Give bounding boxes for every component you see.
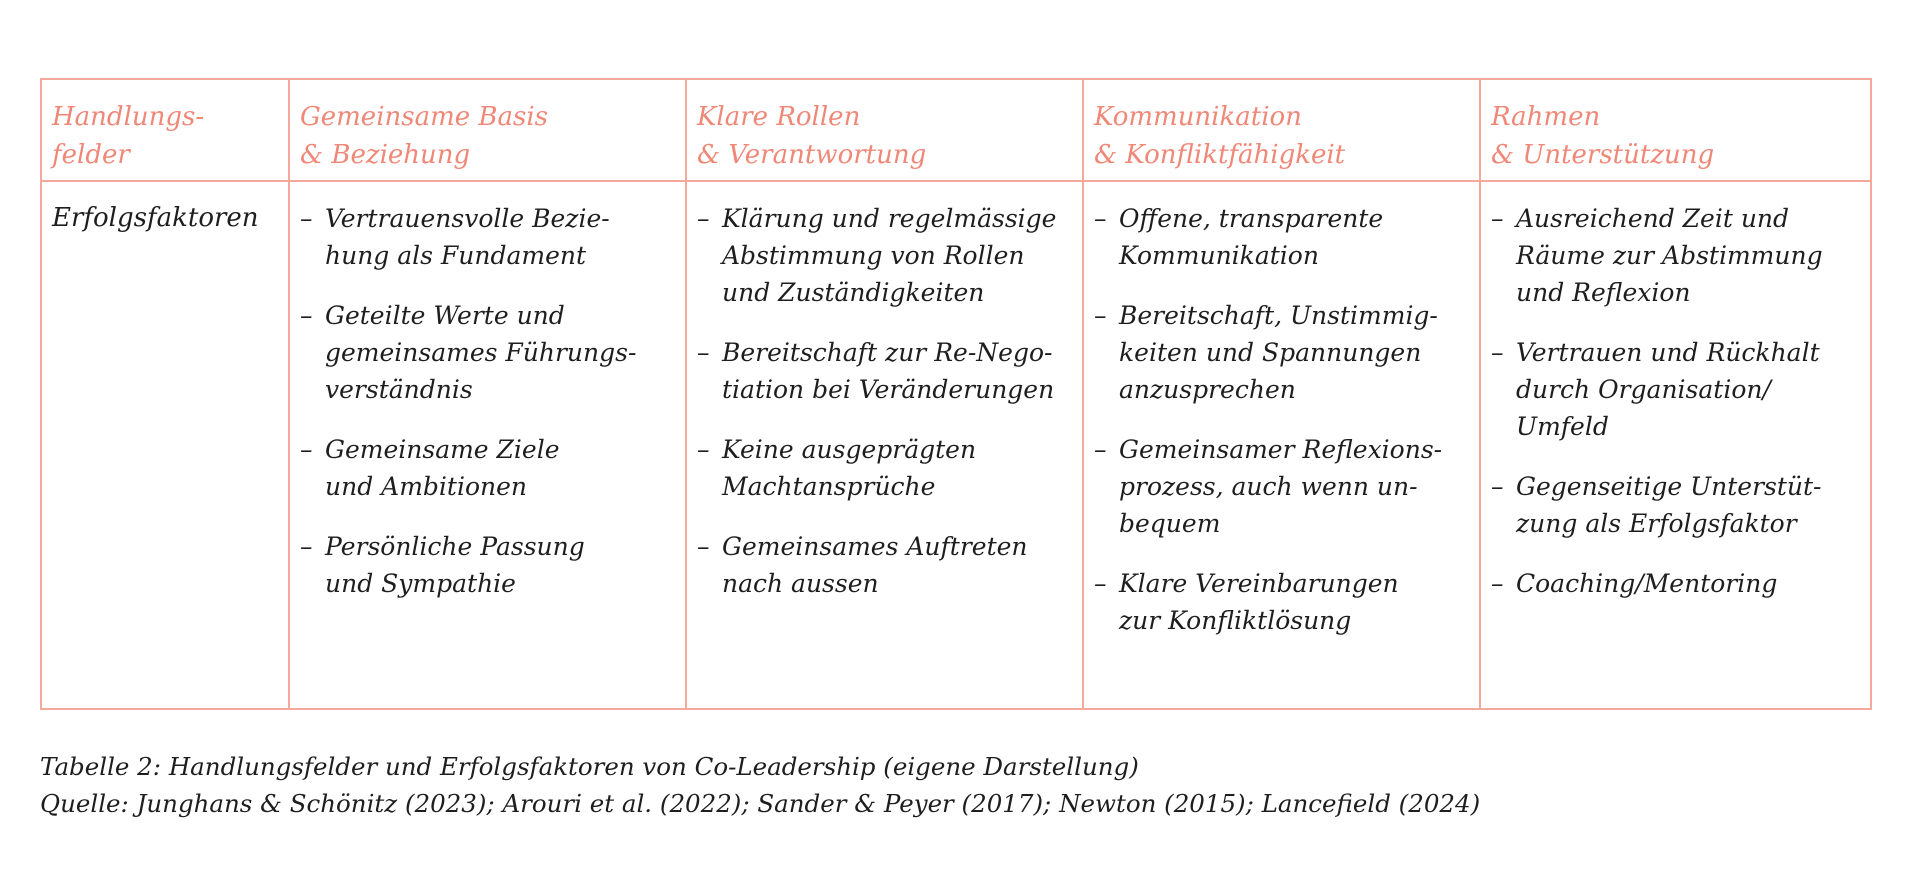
dash-bullet: – bbox=[1094, 204, 1107, 233]
item-text: Gegenseitige Unterstüt- zung als Erfolgsfaktor bbox=[1516, 472, 1822, 538]
list-item bbox=[697, 528, 1078, 602]
dash-bullet: – bbox=[300, 532, 313, 561]
factor-list bbox=[300, 200, 681, 625]
list-item bbox=[1094, 565, 1475, 639]
item-text: Vertrauen und Rückhalt durch Organisation/ Umfeld bbox=[1516, 338, 1820, 441]
caption-title: Tabelle 2: Handlungsfelder und Erfolgsfaktoren von Co-Leadership (eigene Darstellung) bbox=[40, 752, 1139, 781]
column-handlungsfelder bbox=[42, 80, 288, 708]
caption-source: Quelle: Junghans & Schönitz (2023); Arouri et al. (2022); Sander & Peyer (2017); Newton (2015); Lancefield (2024) bbox=[40, 789, 1481, 818]
dash-bullet: – bbox=[300, 435, 313, 464]
row-header-handlungsfelder: Handlungs- felder bbox=[52, 102, 205, 170]
column-gemeinsame-basis bbox=[288, 80, 685, 708]
item-text: Persönliche Passung und Sympathie bbox=[325, 532, 585, 598]
list-item bbox=[300, 200, 681, 274]
item-text: Coaching/Mentoring bbox=[1516, 569, 1778, 598]
dash-bullet: – bbox=[697, 204, 710, 233]
list-item bbox=[1094, 200, 1475, 274]
list-item bbox=[697, 200, 1078, 311]
list-item bbox=[1491, 200, 1866, 311]
column-header: Gemeinsame Basis & Beziehung bbox=[300, 102, 549, 170]
item-text: Bereitschaft zur Re-Nego- tiation bei Veränderungen bbox=[722, 338, 1055, 404]
dash-bullet: – bbox=[1491, 472, 1504, 501]
factor-list bbox=[1094, 200, 1475, 662]
item-text: Ausreichend Zeit und Räume zur Abstimmung und Reflexion bbox=[1516, 204, 1823, 307]
dash-bullet: – bbox=[697, 338, 710, 367]
dash-bullet: – bbox=[1491, 338, 1504, 367]
item-text: Gemeinsamer Reflexions- prozess, auch wenn un- bequem bbox=[1119, 435, 1443, 538]
dash-bullet: – bbox=[697, 435, 710, 464]
column-header: Rahmen & Unterstützung bbox=[1491, 102, 1715, 170]
item-text: Bereitschaft, Unstimmig- keiten und Spannungen anzusprechen bbox=[1119, 301, 1438, 404]
item-text: Geteilte Werte und gemeinsames Führungs- verständnis bbox=[325, 301, 637, 404]
dash-bullet: – bbox=[300, 301, 313, 330]
column-kommunikation bbox=[1082, 80, 1479, 708]
column-rahmen bbox=[1479, 80, 1870, 708]
list-item bbox=[1491, 565, 1866, 602]
list-item bbox=[1491, 468, 1866, 542]
list-item bbox=[300, 528, 681, 602]
dash-bullet: – bbox=[1094, 569, 1107, 598]
dash-bullet: – bbox=[1491, 204, 1504, 233]
row-label-erfolgsfaktoren: Erfolgsfaktoren bbox=[52, 203, 259, 233]
factor-list bbox=[1491, 200, 1866, 625]
dash-bullet: – bbox=[697, 532, 710, 561]
dash-bullet: – bbox=[300, 204, 313, 233]
item-text: Vertrauensvolle Bezie- hung als Fundament bbox=[325, 204, 610, 270]
list-item bbox=[1491, 334, 1866, 445]
table-caption bbox=[40, 748, 1480, 822]
dash-bullet: – bbox=[1094, 435, 1107, 464]
item-text: Offene, transparente Kommunikation bbox=[1119, 204, 1384, 270]
factor-list bbox=[697, 200, 1078, 625]
list-item bbox=[300, 431, 681, 505]
dash-bullet: – bbox=[1094, 301, 1107, 330]
column-header: Kommunikation & Konfliktfähigkeit bbox=[1094, 102, 1346, 170]
item-text: Gemeinsames Auftreten nach aussen bbox=[722, 532, 1028, 598]
dash-bullet: – bbox=[1491, 569, 1504, 598]
item-text: Gemeinsame Ziele und Ambitionen bbox=[325, 435, 560, 501]
column-header: Klare Rollen & Verantwortung bbox=[697, 102, 927, 170]
list-item bbox=[300, 297, 681, 408]
column-klare-rollen bbox=[685, 80, 1082, 708]
item-text: Klärung und regelmässige Abstimmung von Rollen und Zuständigkeiten bbox=[722, 204, 1057, 307]
list-item bbox=[1094, 297, 1475, 408]
list-item bbox=[697, 431, 1078, 505]
list-item bbox=[1094, 431, 1475, 542]
list-item bbox=[697, 334, 1078, 408]
item-text: Klare Vereinbarungen zur Konfliktlösung bbox=[1119, 569, 1399, 635]
success-factors-table bbox=[40, 78, 1872, 710]
item-text: Keine ausgeprägten Machtansprüche bbox=[722, 435, 977, 501]
